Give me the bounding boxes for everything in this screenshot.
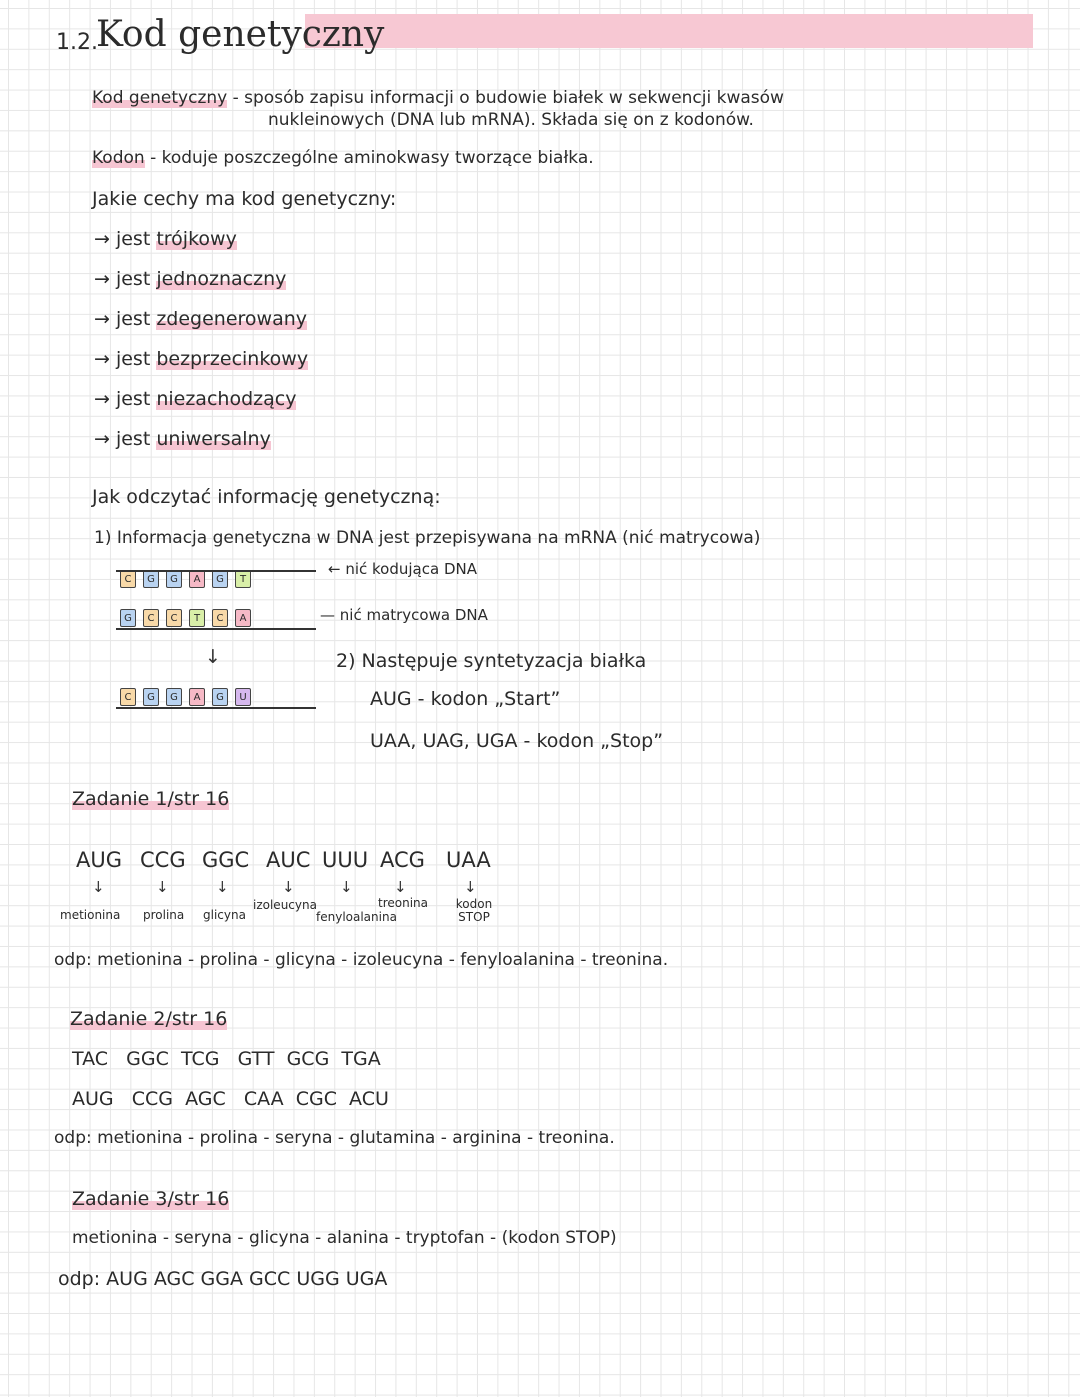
codon: AUC <box>266 848 311 872</box>
definition-text-1: - sposób zapisu informacji o budowie białek w sekwencji kwasów <box>232 88 784 108</box>
kodon-text: - koduje poszczególne aminokwasy tworzące białka. <box>150 148 594 168</box>
base: T <box>189 609 205 627</box>
task2-rna: AUG CCG AGC CAA CGC ACU <box>72 1088 389 1110</box>
codon: UAA <box>446 848 491 872</box>
arrow-down: ↓ <box>340 878 353 896</box>
reading-step-2: 2) Następuje syntetyzacja białka <box>336 650 647 672</box>
base: C <box>143 609 159 627</box>
base: G <box>166 688 182 706</box>
arrow-down: ↓ <box>464 878 477 896</box>
amino-acid-label: glicyna <box>203 908 246 922</box>
codon: UUU <box>322 848 369 872</box>
page-title: Kod genetyczny <box>96 14 385 55</box>
base: T <box>235 570 251 588</box>
amino-acid-label: fenyloalanina <box>316 910 397 924</box>
base: C <box>120 570 136 588</box>
amino-acid-label: kodon STOP <box>455 897 493 924</box>
task1-answer: odp: metionina - prolina - glicyna - izoleucyna - fenyloalanina - treonina. <box>54 950 669 970</box>
task3-answer: odp: AUG AGC GGA GCC UGG UGA <box>58 1268 388 1290</box>
base: A <box>235 609 251 627</box>
base: C <box>166 609 182 627</box>
base: G <box>120 609 136 627</box>
kodon-definition <box>92 148 594 168</box>
codon: AUG <box>76 848 123 872</box>
base: C <box>120 688 136 706</box>
base: A <box>189 570 205 588</box>
features-heading: Jakie cechy ma kod genetyczny: <box>92 188 397 210</box>
template-strand-line <box>116 628 316 630</box>
base: G <box>143 688 159 706</box>
base: G <box>212 688 228 706</box>
mrna-strand-line <box>116 707 316 709</box>
amino-acid-label: prolina <box>143 908 185 922</box>
codon: GGC <box>202 848 250 872</box>
section-number: 1.2. <box>56 30 98 55</box>
coding-strand-line <box>116 570 316 572</box>
coding-strand <box>120 570 251 588</box>
template-strand-label: — nić matrycowa DNA <box>320 606 488 624</box>
amino-acid-label: izoleucyna <box>253 898 317 912</box>
arrow-down: ↓ <box>216 878 229 896</box>
reading-heading: Jak odczytać informację genetyczną: <box>92 486 441 508</box>
feature-item: → jest trójkowy <box>94 228 237 250</box>
base: G <box>212 570 228 588</box>
mrna-strand <box>120 688 251 706</box>
task1-heading: Zadanie 1/str 16 <box>72 788 230 810</box>
arrow-down: ↓ <box>282 878 295 896</box>
title-highlight-bar <box>305 14 1033 48</box>
base: G <box>166 570 182 588</box>
task2-answer: odp: metionina - prolina - seryna - glutamina - arginina - treonina. <box>54 1128 615 1148</box>
coding-strand-label: ← nić kodująca DNA <box>328 560 477 578</box>
kodon-term: Kodon <box>92 148 145 168</box>
feature-item: → jest uniwersalny <box>94 428 271 450</box>
task2-heading: Zadanie 2/str 16 <box>70 1008 228 1030</box>
definition-line-2: nukleinowych (DNA lub mRNA). Składa się on z kodonów. <box>268 110 754 130</box>
amino-acid-label: metionina <box>60 908 121 922</box>
arrow-down: ↓ <box>394 878 407 896</box>
start-codon: AUG - kodon „Start” <box>370 688 561 710</box>
arrow-down: ↓ <box>156 878 169 896</box>
down-arrow: ↓ <box>205 646 221 668</box>
feature-item: → jest jednoznaczny <box>94 268 287 290</box>
definition-line-1 <box>92 88 784 108</box>
feature-item: → jest bezprzecinkowy <box>94 348 309 370</box>
feature-item: → jest zdegenerowany <box>94 308 308 330</box>
feature-item: → jest niezachodzący <box>94 388 297 410</box>
base: A <box>189 688 205 706</box>
codon: CCG <box>140 848 186 872</box>
task3-sequence: metionina - seryna - glicyna - alanina - tryptofan - (kodon STOP) <box>72 1228 617 1248</box>
template-strand <box>120 609 251 627</box>
base: U <box>235 688 251 706</box>
base: C <box>212 609 228 627</box>
base: G <box>143 570 159 588</box>
reading-step-1: 1) Informacja genetyczna w DNA jest przepisywana na mRNA (nić matrycowa) <box>94 528 761 548</box>
codon: ACG <box>380 848 425 872</box>
definition-term: Kod genetyczny <box>92 88 228 108</box>
amino-acid-label: treonina <box>378 896 428 910</box>
task2-dna: TAC GGC TCG GTT GCG TGA <box>72 1048 381 1070</box>
arrow-down: ↓ <box>92 878 105 896</box>
stop-codons: UAA, UAG, UGA - kodon „Stop” <box>370 730 664 752</box>
task3-heading: Zadanie 3/str 16 <box>72 1188 230 1210</box>
